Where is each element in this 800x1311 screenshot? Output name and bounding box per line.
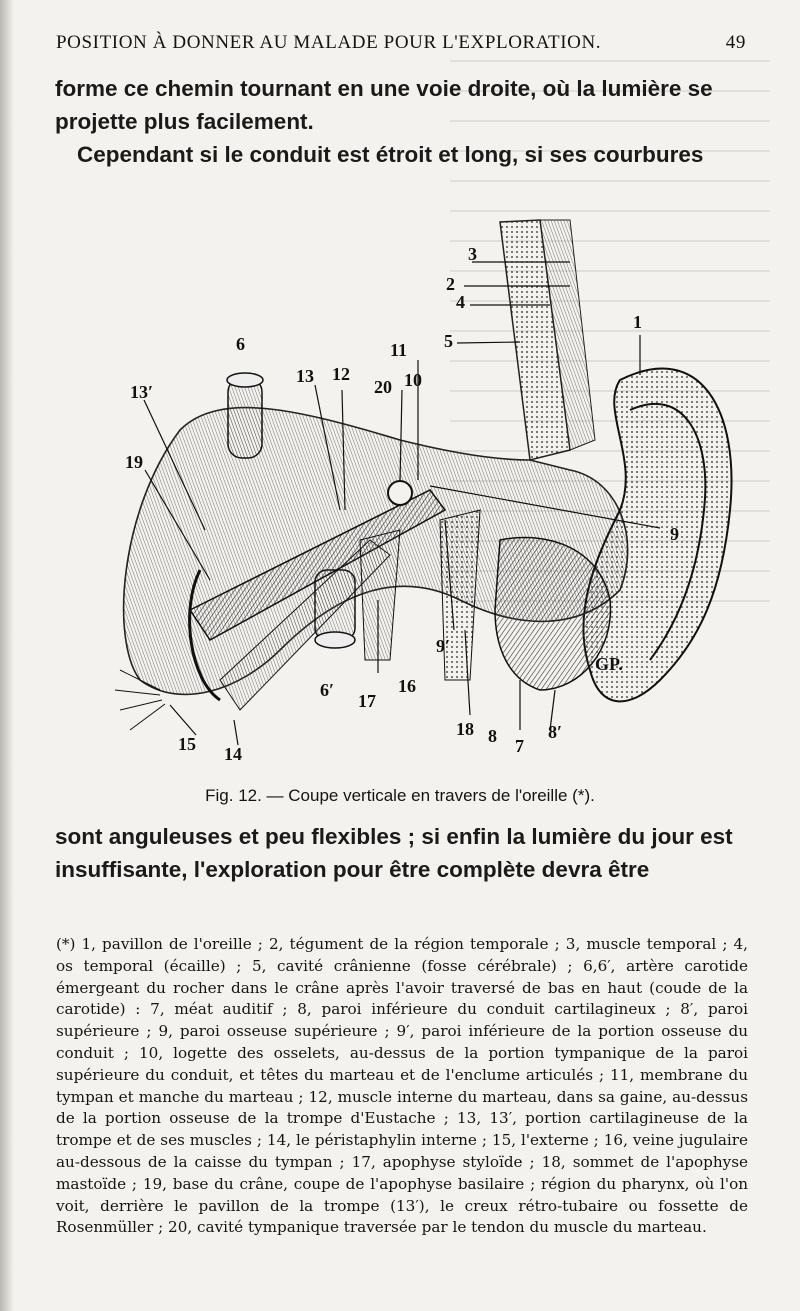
- figure-label-16: 16: [398, 676, 416, 696]
- ear-section-illustration: [100, 210, 760, 770]
- figure-label-10: 10: [404, 370, 422, 390]
- figure-label-2: 2: [446, 274, 455, 294]
- figure-label-20: 20: [374, 377, 392, 397]
- figure-signature: GP.: [595, 654, 623, 674]
- figure-label-3: 3: [468, 244, 477, 264]
- figure-label-5: 5: [444, 331, 453, 351]
- page-number: 49: [725, 32, 746, 53]
- figure-label-15: 15: [178, 734, 196, 754]
- figure-label-12: 12: [332, 364, 350, 384]
- figure-caption: Fig. 12. — Coupe verticale en travers de l'oreille (*).: [205, 786, 595, 805]
- figure-label-19: 19: [125, 452, 143, 472]
- figure-label-8-prime: 8′: [548, 722, 563, 742]
- figure-label-9: 9: [670, 524, 679, 544]
- page-edge-shadow: [0, 0, 14, 1311]
- figure-label-9-prime: 9′: [436, 636, 451, 656]
- running-head-title: POSITION À DONNER AU MALADE POUR L'EXPLORATION.: [56, 32, 602, 53]
- figure-label-6: 6: [236, 334, 245, 354]
- figure-label-13: 13: [296, 366, 314, 386]
- footnote: (*) 1, pavillon de l'oreille ; 2, tégument de la région temporale ; 3, muscle temporal ; 4, os temporal (écaille) ; 5, cavité crânienne (fosse cérébrale) ; 6,6′, artère carotide émergeant du rocher dans le crâne après l'avoir traversé de bas en haut (coude de la carotide) : 7, méat auditif ; 8, paroi inférieure du conduit cartilagineux ; 8′, paroi supérieure ; 9, paroi osseuse supérieure ; 9′, paroi inférieure de la portion osseuse du conduit ; 10, logette des osselets, au-dessus de la portion tympanique de la paroi supérieure du conduit, et têtes du marteau et de l'enclume articulés ; 11, membrane du tympan et manche du marteau ; 12, muscle interne du marteau, dans sa gaine, au-dessus de la portion osseuse de la trompe d'Eustache ; 13, 13′, portion cartilagineuse de la trompe et de ses muscles ; 14, le péristaphylin interne ; 15, l'externe ; 16, veine jugulaire au-dessous de la caisse du tympan ; 17, apophyse styloïde ; 18, sommet de l'apophyse mastoïde ; 19, base du crâne, coupe de l'apophyse basilaire ; région du pharynx, où l'on voit, derrière le pavillon de la trompe (13′), le creux rétro-tubaire ou fossette de Rosenmüller ; 20, cavité tympanique traversée par le tendon du muscle du marteau.: [56, 935, 748, 1237]
- figure-label-13-prime: 13′: [130, 382, 154, 402]
- running-head: [56, 32, 746, 54]
- figure-label-18: 18: [456, 719, 474, 739]
- ear-section-figure: [100, 210, 760, 770]
- figure-label-11: 11: [390, 340, 408, 360]
- figure-label-14: 14: [224, 744, 242, 764]
- figure-label-4: 4: [456, 292, 465, 312]
- figure-label-6-prime: 6′: [320, 680, 335, 700]
- figure-label-7: 7: [515, 736, 524, 756]
- figure-label-17: 17: [358, 691, 376, 711]
- figure-label-1: 1: [633, 312, 642, 332]
- figure-label-8: 8: [488, 726, 497, 746]
- paragraph-3: sont anguleuses et peu flexibles ; si enfin la lumière du jour est insuffisante, l'exploration pour être complète devra être: [55, 824, 733, 882]
- paragraph-2: Cependant si le conduit est étroit et long, si ses courbures: [77, 142, 704, 167]
- paragraph-1: forme ce chemin tournant en une voie droite, où la lumière se projette plus facilement.: [55, 76, 713, 134]
